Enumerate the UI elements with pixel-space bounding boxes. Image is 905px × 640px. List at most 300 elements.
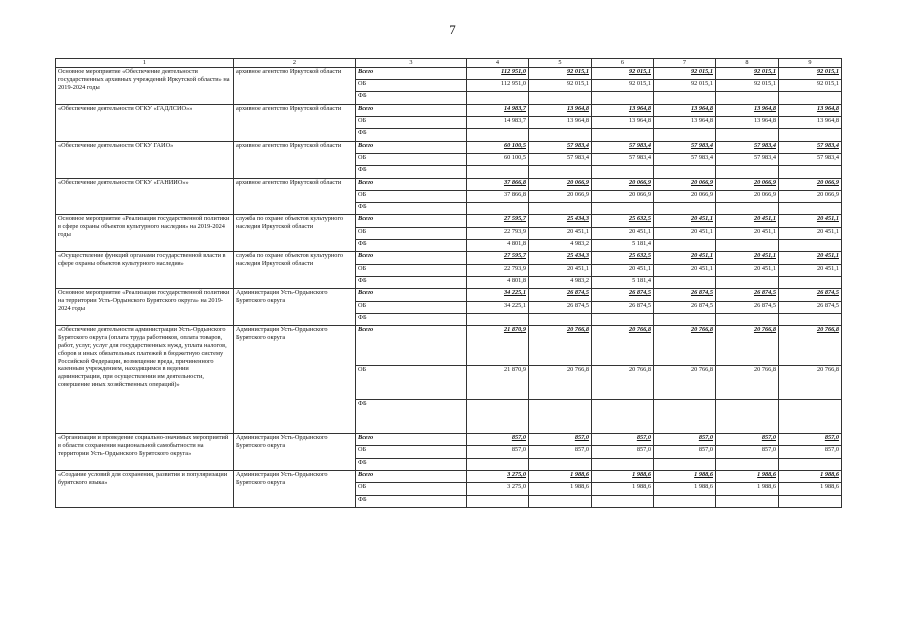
amount-value: 25 434,3 [566,252,589,260]
amount-value: 1 988,6 [694,483,713,491]
amount-cell [592,227,654,239]
funding-source-label: ОБ [356,366,467,400]
amount-cell [654,141,716,153]
funding-source-label: ФБ [356,129,467,141]
amount-cell [716,252,779,264]
amount-cell [467,289,529,301]
amount-value: 4 983,2 [570,276,589,284]
activity-name: «Обеспечение деятельности администрации Усть-Ордынского Бурятского округа (оплата труда работников, оплата товаров, работ, услуг, услуг для государственных нужд, уплата налогов, сборов и иных обязательных платежей в бюджетную систему Российской Федерации, возмещение вреда, причиненного казенным учреждением, находящимся в ведении администрации, при осуществлении им деятельности, совершение иных хозяйственных операций)» [56,326,234,434]
amount-value: 20 451,1 [816,264,839,272]
table-row [56,104,842,116]
amount-value: 112 951,0 [501,67,526,75]
amount-value: 857,0 [636,434,651,442]
amount-value: 857,0 [574,434,589,442]
amount-value: 4 801,8 [507,240,526,248]
amount-cell [716,227,779,239]
amount-cell [592,434,654,446]
amount-value: 20 766,8 [753,326,776,334]
amount-value: 92 015,1 [628,80,651,88]
amount-value: 20 451,1 [566,227,589,235]
funding-source-label: Всего [356,141,467,153]
amount-value: 21 870,9 [503,326,526,334]
amount-value: 37 866,8 [503,178,526,186]
amount-value: 3 275,0 [507,470,526,478]
amount-cell [779,104,842,116]
amount-cell [716,446,779,458]
amount-cell [467,264,529,276]
amount-value: 25 632,5 [628,252,651,260]
amount-cell [654,227,716,239]
activity-name: «Создание условий для сохранения, развития и популяризации бурятского языка» [56,470,234,507]
amount-cell [716,276,779,288]
executor: архивное агентство Иркутской области [234,178,356,215]
funding-source-label: Всего [356,104,467,116]
amount-value: 857,0 [698,446,713,454]
amount-value: 20 766,8 [816,326,839,334]
funding-source-label: Всего [356,434,467,446]
amount-cell [529,117,592,129]
funding-source-label: ФБ [356,203,467,215]
amount-value: 25 434,3 [566,215,589,223]
amount-value: 5 181,4 [632,240,651,248]
amount-cell [529,313,592,325]
funding-source-label: Всего [356,67,467,79]
amount-value: 92 015,1 [628,67,651,75]
amount-cell [779,458,842,470]
amount-cell [654,80,716,92]
page-number: 7 [449,22,456,37]
amount-cell [592,252,654,264]
funding-source-label: ФБ [356,276,467,288]
amount-value: 20 066,9 [753,178,776,186]
amount-value: 1 988,6 [632,470,651,478]
amount-cell [529,80,592,92]
table-row [56,289,842,301]
amount-cell [529,67,592,79]
amount-value: 20 451,1 [628,264,651,272]
amount-cell [467,117,529,129]
amount-cell [779,252,842,264]
amount-cell [529,289,592,301]
amount-cell [467,495,529,507]
amount-cell [779,203,842,215]
amount-cell [467,483,529,495]
amount-cell [779,67,842,79]
amount-cell [716,153,779,165]
funding-source-label: ОБ [356,446,467,458]
amount-value: 4 983,2 [570,240,589,248]
amount-cell [716,495,779,507]
amount-value: 60 100,5 [503,153,526,161]
amount-cell [716,458,779,470]
amount-value: 22 793,9 [503,264,526,272]
amount-value: 4 801,8 [507,276,526,284]
table-row [56,326,842,366]
amount-value: 20 766,8 [816,366,839,374]
amount-cell [716,129,779,141]
funding-source-label: ФБ [356,166,467,178]
amount-cell [779,129,842,141]
amount-value: 20 066,9 [753,190,776,198]
amount-cell [529,153,592,165]
executor: архивное агентство Иркутской области [234,104,356,141]
header-row [56,59,842,68]
executor: архивное агентство Иркутской области [234,67,356,104]
amount-value: 14 983,7 [503,117,526,125]
amount-cell [592,141,654,153]
amount-value: 20 451,1 [690,227,713,235]
amount-cell [654,276,716,288]
amount-cell [716,141,779,153]
amount-cell [654,252,716,264]
amount-cell [716,67,779,79]
amount-cell [529,240,592,252]
executor: Администрация Усть-Ордынского Бурятского округа [234,434,356,471]
amount-value: 857,0 [511,434,526,442]
table-row [56,252,842,264]
amount-value: 13 964,8 [690,117,713,125]
amount-cell [654,434,716,446]
amount-cell [467,190,529,202]
amount-cell [779,117,842,129]
amount-cell [529,483,592,495]
funding-source-label: ФБ [356,240,467,252]
amount-value: 13 964,8 [690,104,713,112]
amount-cell [467,104,529,116]
amount-cell [592,301,654,313]
activity-name: «Обеспечение деятельности ОГКУ «ГАНИИО»» [56,178,234,215]
amount-cell [467,227,529,239]
amount-value: 13 964,8 [816,117,839,125]
header-cell: 3 [356,59,467,68]
table-row [56,178,842,190]
amount-value: 26 874,5 [690,289,713,297]
amount-value: 857,0 [824,446,839,454]
header-cell: 8 [716,59,779,68]
amount-cell [779,483,842,495]
amount-cell [654,313,716,325]
amount-cell [592,166,654,178]
amount-value: 13 964,8 [628,117,651,125]
header-cell: 7 [654,59,716,68]
amount-value: 57 983,4 [628,141,651,149]
amount-cell [779,434,842,446]
amount-cell [654,400,716,434]
amount-value: 37 866,8 [503,190,526,198]
amount-value: 13 964,8 [753,104,776,112]
header-cell: 9 [779,59,842,68]
amount-value: 57 983,4 [753,141,776,149]
table-row [56,470,842,482]
funding-source-label: ОБ [356,80,467,92]
amount-value: 57 983,4 [566,141,589,149]
amount-cell [467,80,529,92]
amount-value: 857,0 [761,446,776,454]
amount-cell [716,289,779,301]
amount-cell [467,458,529,470]
amount-cell [529,166,592,178]
amount-value: 1 988,6 [757,483,776,491]
amount-cell [467,166,529,178]
amount-cell [467,366,529,400]
amount-cell [467,203,529,215]
amount-value: 1 988,6 [694,470,713,478]
amount-cell [779,190,842,202]
amount-value: 20 766,8 [690,326,713,334]
funding-source-label: ОБ [356,483,467,495]
funding-source-label: ОБ [356,301,467,313]
amount-cell [529,276,592,288]
amount-cell [467,276,529,288]
amount-value: 27 595,7 [503,215,526,223]
amount-cell [779,495,842,507]
funding-source-label: ФБ [356,458,467,470]
funding-source-label: ОБ [356,190,467,202]
amount-value: 20 766,8 [566,366,589,374]
amount-cell [779,153,842,165]
amount-value: 26 874,5 [628,289,651,297]
amount-value: 1 988,6 [820,470,839,478]
funding-source-label: ФБ [356,495,467,507]
amount-value: 13 964,8 [566,117,589,125]
amount-value: 1 988,6 [570,470,589,478]
amount-value: 857,0 [511,446,526,454]
amount-cell [592,264,654,276]
amount-value: 857,0 [761,434,776,442]
amount-value: 92 015,1 [690,80,713,88]
amount-value: 13 964,8 [566,104,589,112]
amount-value: 1 988,6 [820,483,839,491]
executor: Администрация Усть-Ордынского Бурятского округа [234,326,356,434]
amount-cell [592,458,654,470]
amount-value: 20 066,9 [628,190,651,198]
amount-cell [654,166,716,178]
amount-cell [654,67,716,79]
amount-cell [592,80,654,92]
amount-cell [467,240,529,252]
amount-cell [716,483,779,495]
funding-source-label: ОБ [356,117,467,129]
amount-cell [467,129,529,141]
amount-cell [716,434,779,446]
amount-cell [467,470,529,482]
amount-cell [716,166,779,178]
amount-cell [654,458,716,470]
amount-value: 92 015,1 [690,67,713,75]
amount-value: 26 874,5 [753,289,776,297]
header-cell: 1 [56,59,234,68]
amount-cell [529,434,592,446]
table-row [56,434,842,446]
amount-cell [592,117,654,129]
amount-value: 20 766,8 [628,366,651,374]
amount-value: 857,0 [574,446,589,454]
amount-value: 57 983,4 [816,141,839,149]
amount-cell [654,153,716,165]
amount-value: 20 451,1 [816,252,839,260]
amount-value: 14 983,7 [503,104,526,112]
amount-cell [529,215,592,227]
executor: Администрация Усть-Ордынского Бурятского округа [234,470,356,507]
amount-cell [779,166,842,178]
amount-cell [654,483,716,495]
amount-value: 92 015,1 [566,67,589,75]
amount-cell [467,252,529,264]
amount-value: 20 066,9 [566,190,589,198]
amount-cell [592,326,654,366]
executor: служба по охране объектов культурного наследия Иркутской области [234,252,356,289]
amount-value: 22 793,9 [503,227,526,235]
amount-cell [716,80,779,92]
amount-cell [654,104,716,116]
amount-value: 3 275,0 [507,483,526,491]
amount-cell [654,326,716,366]
funding-source-label: ФБ [356,92,467,104]
amount-cell [716,240,779,252]
amount-cell [779,264,842,276]
amount-cell [654,289,716,301]
amount-cell [654,366,716,400]
amount-value: 13 964,8 [816,104,839,112]
amount-cell [654,129,716,141]
header-cell: 4 [467,59,529,68]
amount-value: 20 451,1 [753,252,776,260]
amount-cell [467,326,529,366]
amount-value: 26 874,5 [753,301,776,309]
amount-value: 20 451,1 [690,215,713,223]
amount-cell [529,227,592,239]
amount-value: 26 874,5 [566,301,589,309]
amount-value: 57 983,4 [753,153,776,161]
amount-cell [529,178,592,190]
amount-cell [592,203,654,215]
amount-cell [654,215,716,227]
amount-cell [654,470,716,482]
amount-cell [654,264,716,276]
amount-cell [592,153,654,165]
amount-cell [654,301,716,313]
amount-cell [779,470,842,482]
amount-value: 20 451,1 [753,227,776,235]
amount-cell [779,366,842,400]
funding-source-label: Всего [356,215,467,227]
amount-cell [779,400,842,434]
amount-value: 112 951,0 [501,80,526,88]
amount-cell [716,104,779,116]
amount-value: 26 874,5 [628,301,651,309]
amount-cell [779,313,842,325]
amount-value: 92 015,1 [753,67,776,75]
funding-source-label: ОБ [356,264,467,276]
amount-cell [779,92,842,104]
funding-source-label: ФБ [356,313,467,325]
amount-cell [779,80,842,92]
amount-cell [592,313,654,325]
amount-value: 20 451,1 [753,215,776,223]
amount-cell [529,470,592,482]
amount-cell [716,400,779,434]
amount-cell [716,92,779,104]
amount-cell [592,240,654,252]
amount-cell [529,252,592,264]
executor: Администрация Усть-Ордынского Бурятского округа [234,289,356,326]
amount-cell [716,313,779,325]
amount-cell [592,446,654,458]
amount-cell [529,141,592,153]
amount-cell [529,92,592,104]
amount-cell [467,141,529,153]
amount-cell [529,301,592,313]
amount-cell [592,495,654,507]
amount-cell [467,434,529,446]
amount-value: 20 451,1 [816,215,839,223]
amount-cell [592,215,654,227]
funding-source-label: Всего [356,252,467,264]
funding-source-label: Всего [356,326,467,366]
amount-cell [592,276,654,288]
activity-name: «Осуществление функций органами государственной власти в сфере охраны объектов культурного наследия» [56,252,234,289]
amount-value: 20 451,1 [566,264,589,272]
amount-cell [592,67,654,79]
amount-value: 1 988,6 [570,483,589,491]
amount-value: 20 766,8 [628,326,651,334]
amount-value: 20 766,8 [753,366,776,374]
amount-cell [592,129,654,141]
amount-cell [529,264,592,276]
amount-cell [529,366,592,400]
amount-value: 1 988,6 [632,483,651,491]
amount-cell [467,215,529,227]
amount-value: 34 225,1 [503,289,526,297]
amount-value: 25 632,5 [628,215,651,223]
amount-value: 20 066,9 [628,178,651,186]
amount-value: 92 015,1 [566,80,589,88]
amount-cell [779,446,842,458]
amount-cell [779,141,842,153]
funding-source-label: Всего [356,470,467,482]
amount-value: 26 874,5 [816,289,839,297]
amount-cell [592,400,654,434]
amount-cell [716,215,779,227]
amount-value: 26 874,5 [816,301,839,309]
funding-source-label: ОБ [356,153,467,165]
amount-value: 26 874,5 [566,289,589,297]
amount-value: 1 988,6 [757,470,776,478]
activity-name: Основное мероприятие «Реализация государственной политики на территории Усть-Ордынского Бурятского округа» на 2019-2024 годы [56,289,234,326]
amount-cell [529,190,592,202]
amount-value: 27 595,7 [503,252,526,260]
amount-value: 20 066,9 [690,190,713,198]
amount-cell [592,92,654,104]
amount-value: 20 766,8 [566,326,589,334]
amount-value: 13 964,8 [628,104,651,112]
amount-value: 26 874,5 [690,301,713,309]
amount-cell [716,326,779,366]
amount-value: 20 451,1 [690,264,713,272]
amount-value: 57 983,4 [690,153,713,161]
amount-cell [654,240,716,252]
amount-cell [529,446,592,458]
amount-cell [529,326,592,366]
amount-cell [779,289,842,301]
amount-cell [654,117,716,129]
header-cell: 6 [592,59,654,68]
funding-source-label: ФБ [356,400,467,434]
amount-cell [716,203,779,215]
amount-value: 20 066,9 [816,178,839,186]
table-row [56,215,842,227]
funding-source-label: ОБ [356,227,467,239]
